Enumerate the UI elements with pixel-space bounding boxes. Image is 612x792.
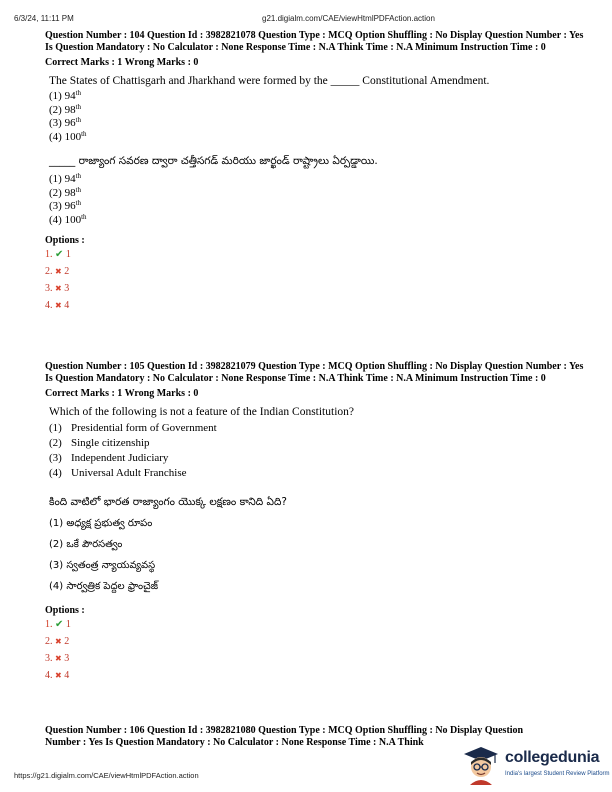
option-telugu-1: (1) 94th xyxy=(49,172,82,185)
response-option-1: 1. ✔ 1 xyxy=(45,249,71,260)
question-text-english: The States of Chattisgarh and Jharkhand were formed by the _____ Constitutional Amendment. xyxy=(49,75,490,87)
print-url: g21.digialm.com/CAE/viewHtmlPDFAction.action xyxy=(262,14,435,23)
cross-icon: ✖ xyxy=(55,267,62,276)
response-option-4: 4. ✖ 4 xyxy=(45,300,70,311)
question-body xyxy=(49,405,585,597)
option-english-4: (4) 100th xyxy=(49,129,87,143)
response-option-1: 1. ✔ 1 xyxy=(45,619,71,630)
options-telugu xyxy=(49,173,585,227)
response-option-3: 3. ✖ 3 xyxy=(45,653,70,664)
cross-icon: ✖ xyxy=(55,301,62,310)
question-text-telugu: కింది వాటిలో భారత రాజ్యాంగం యొక్క లక్షణం కానిది ఏది? xyxy=(49,496,287,508)
option-english-1: (1) 94th xyxy=(49,89,82,102)
option-telugu-3: (3) స్వతంత్ర న్యాయవ్యవస్థ xyxy=(49,560,156,571)
response-option-4: 4. ✖ 4 xyxy=(45,670,70,681)
question-meta: Question Number : 105 Question Id : 3982821079 Question Type : MCQ Option Shuffling : No Display Question Number : Yes Is Question Mandatory : No Calculator : None Response Time : N.A Think Time : N.A Minimum Instruction Time : 0 xyxy=(45,361,584,384)
response-option-2: 2. ✖ 2 xyxy=(45,636,70,647)
options-english xyxy=(49,90,585,144)
option-english-1: (1) Presidential form of Government xyxy=(49,422,217,434)
option-english-3: (3) 96th xyxy=(49,116,82,129)
student-mascot-icon xyxy=(462,745,500,785)
option-telugu-2: (2) ఒకే పౌరసత్వం xyxy=(49,539,123,550)
collegedunia-logo xyxy=(462,743,612,791)
question-marks: Correct Marks : 1 Wrong Marks : 0 xyxy=(45,388,199,399)
response-option-3: 3. ✖ 3 xyxy=(45,283,70,294)
check-icon: ✔ xyxy=(55,249,64,260)
question-105 xyxy=(45,361,585,684)
question-body xyxy=(49,74,585,227)
question-104 xyxy=(45,30,585,314)
options-english xyxy=(49,421,585,481)
question-text-english: Which of the following is not a feature of the Indian Constitution? xyxy=(49,406,354,418)
option-telugu-1: (1) అధ్యక్ష ప్రభుత్వ రూపం xyxy=(49,518,153,529)
option-telugu-4: (4) సార్వత్రిక పెద్దల ఫ్రాంచైజ్ xyxy=(49,581,159,592)
option-english-2: (2) Single citizenship xyxy=(49,437,150,449)
cross-icon: ✖ xyxy=(55,284,62,293)
response-option-2: 2. ✖ 2 xyxy=(45,266,70,277)
question-meta: Question Number : 104 Question Id : 3982821078 Question Type : MCQ Option Shuffling : No Display Question Number : Yes Is Question Mandatory : No Calculator : None Response Time : N.A Think Time : N.A Minimum Instruction Time : 0 xyxy=(45,30,584,53)
option-english-3: (3) Independent Judiciary xyxy=(49,452,169,464)
cross-icon: ✖ xyxy=(55,637,62,646)
logo-tagline: India's largest Student Review Platform xyxy=(505,771,610,777)
print-datetime: 6/3/24, 11:11 PM xyxy=(14,14,74,23)
question-marks: Correct Marks : 1 Wrong Marks : 0 xyxy=(45,57,199,68)
option-english-4: (4) Universal Adult Franchise xyxy=(49,467,187,479)
option-telugu-3: (3) 96th xyxy=(49,199,82,212)
question-text-telugu: _____ రాజ్యాంగ సవరణ ద్వారా చత్తీసగడ్ మరియు జార్ఖండ్ రాష్ట్రాలు ఏర్పడ్డాయి. xyxy=(49,155,378,167)
footer-url: https://g21.digialm.com/CAE/viewHtmlPDFAction.action xyxy=(14,771,199,780)
options-label: Options : xyxy=(45,605,85,616)
question-meta-line-1: Question Number : 106 Question Id : 3982821080 Question Type : MCQ Option Shuffling : No Display Question xyxy=(45,725,524,736)
cross-icon: ✖ xyxy=(55,654,62,663)
logo-name: collegedunia xyxy=(505,749,600,766)
option-english-2: (2) 98th xyxy=(49,102,82,116)
option-telugu-4: (4) 100th xyxy=(49,212,87,226)
options-label: Options : xyxy=(45,235,85,246)
cross-icon: ✖ xyxy=(55,671,62,680)
question-meta-line-2: Number : Yes Is Question Mandatory : No Calculator : None Response Time : N.A Think xyxy=(45,737,424,748)
option-telugu-2: (2) 98th xyxy=(49,185,82,199)
options-telugu xyxy=(49,513,585,597)
check-icon: ✔ xyxy=(55,619,64,630)
